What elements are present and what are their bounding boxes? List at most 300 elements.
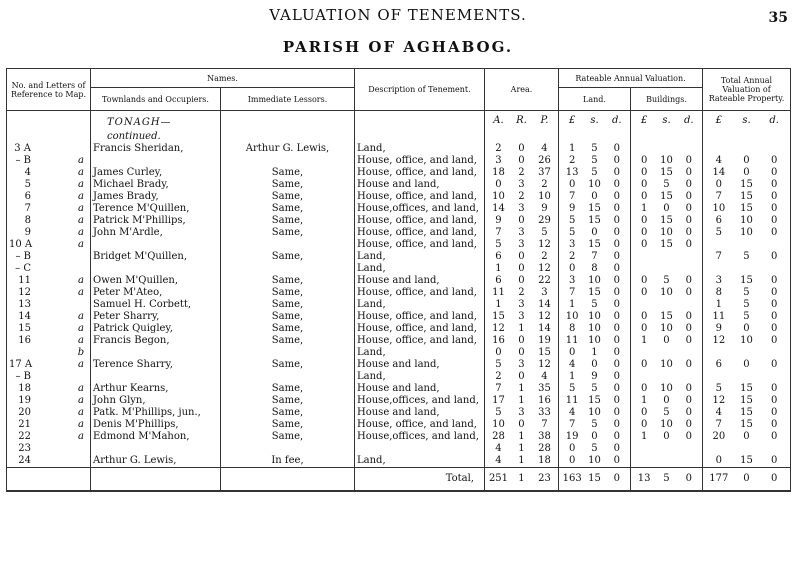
map-ref-letter: a [78, 383, 84, 394]
lessor-name: Same, [221, 167, 355, 179]
map-ref-number: 20 [18, 407, 31, 418]
lessor-name: Same, [221, 335, 355, 347]
area-value: 28 [492, 431, 505, 442]
total-value: 5 [715, 227, 723, 238]
tenement-description: House and land, [355, 179, 485, 191]
map-ref-letter [74, 371, 88, 383]
buildings-value: 15 [660, 311, 673, 322]
total-area-value: 1 [518, 473, 525, 484]
map-ref-letter: a [78, 287, 84, 298]
map-ref-number: 8 [24, 215, 31, 226]
area-value: 35 [538, 383, 551, 394]
buildings-value: 0 [685, 431, 692, 442]
land-value: 10 [588, 323, 601, 334]
buildings-value: 10 [660, 287, 673, 298]
map-ref-letter: a [78, 419, 84, 430]
area-value: 2 [518, 287, 525, 298]
land-value: 0 [613, 431, 620, 442]
map-ref-letter: a [78, 215, 84, 226]
area-value: 7 [495, 383, 502, 394]
area-value: 12 [538, 239, 551, 250]
total-value: 15 [740, 203, 753, 214]
table-row [7, 215, 791, 227]
total-value: 15 [740, 179, 753, 190]
townland-heading [91, 111, 221, 132]
area-value: 9 [541, 203, 548, 214]
land-value: 0 [613, 335, 620, 346]
map-ref-number: 11 [18, 275, 31, 286]
map-ref-letter: a [78, 179, 84, 190]
buildings-value: 1 [640, 335, 648, 346]
buildings-value: 0 [640, 275, 648, 286]
area-value: 2 [495, 371, 502, 382]
lessor-name [221, 239, 355, 251]
table-row [7, 167, 791, 179]
land-value: 0 [613, 371, 620, 382]
area-value: 14 [538, 299, 551, 310]
tenement-description: House,offices, and land, [355, 203, 485, 215]
area-value: 2 [541, 179, 548, 190]
lessor-name: Same, [221, 395, 355, 407]
valuation-table [6, 68, 791, 492]
buildings-value: 1 [640, 203, 648, 214]
area-value: 1 [495, 263, 502, 274]
land-value: 0 [591, 431, 598, 442]
map-ref-letter: a [78, 407, 84, 418]
total-value: 9 [715, 323, 723, 334]
buildings-value: 0 [640, 323, 648, 334]
land-value: 0 [613, 191, 620, 202]
units-row [7, 111, 791, 132]
col-lessors: Immediate Lessors. [221, 88, 355, 111]
land-value: 15 [588, 203, 601, 214]
map-ref-number: 3 A [14, 143, 31, 154]
map-ref-number: – C [15, 263, 31, 274]
area-value: 16 [492, 335, 505, 346]
land-value: 10 [588, 275, 601, 286]
map-ref-number: 18 [18, 383, 31, 394]
buildings-value: 0 [640, 155, 648, 166]
total-value: 0 [770, 287, 778, 298]
unit-label: d. [769, 115, 779, 126]
total-value: 0 [770, 191, 778, 202]
tenement-description: Land, [355, 371, 485, 383]
land-value: 1 [568, 371, 576, 382]
unit-label: P. [540, 115, 549, 126]
tenement-description: Land, [355, 143, 485, 155]
area-value: 1 [518, 383, 525, 394]
map-ref-number [9, 347, 31, 359]
land-value: 5 [568, 227, 576, 238]
land-value: 0 [613, 443, 620, 454]
area-value: 0 [518, 335, 525, 346]
area-value: 0 [518, 347, 525, 358]
area-value: 10 [492, 419, 505, 430]
table-row [7, 287, 791, 299]
total-value: 8 [715, 287, 723, 298]
buildings-value: 10 [660, 155, 673, 166]
buildings-value: 0 [685, 275, 692, 286]
map-ref-letter: a [78, 395, 84, 406]
col-ref: No. and Letters of Reference to Map. [7, 69, 91, 111]
total-value: 0 [715, 455, 723, 466]
lessor-name: Same, [221, 323, 355, 335]
area-value: 10 [492, 191, 505, 202]
buildings-value: 10 [660, 383, 673, 394]
lessor-name: Same, [221, 275, 355, 287]
unit-label: £ [715, 115, 723, 126]
area-value: 17 [492, 395, 505, 406]
buildings-value: 0 [640, 359, 648, 370]
area-value: 3 [495, 155, 502, 166]
area-value: 33 [538, 407, 551, 418]
land-value: 0 [613, 455, 620, 466]
land-value: 0 [613, 251, 620, 262]
land-value: 0 [591, 227, 598, 238]
total-value: 0 [770, 359, 778, 370]
unit-label: £ [640, 115, 648, 126]
buildings-value: 5 [663, 275, 670, 286]
land-value: 7 [568, 287, 576, 298]
area-value: 18 [492, 167, 505, 178]
total-total-value: 177 [709, 473, 729, 484]
townland-name: TONAGH— [107, 117, 172, 128]
buildings-value: 1 [640, 431, 648, 442]
buildings-value: 0 [640, 419, 648, 430]
parish-title: PARISH OF AGHABOG. [282, 38, 514, 56]
total-value: 0 [770, 419, 778, 430]
buildings-value: 0 [685, 311, 692, 322]
area-value: 4 [495, 443, 502, 454]
total-value: 15 [740, 191, 753, 202]
total-value: 5 [743, 287, 750, 298]
land-value: 9 [568, 203, 576, 214]
page-title: VALUATION OF TENEMENTS. [269, 6, 527, 24]
table-row [7, 311, 791, 323]
land-value: 0 [568, 443, 576, 454]
col-area: Area. [485, 69, 559, 111]
occupier-name: Patrick M'Phillips, [91, 215, 221, 227]
land-value: 11 [565, 335, 579, 346]
col-occupiers: Townlands and Occupiers. [91, 88, 221, 111]
land-value: 0 [613, 383, 620, 394]
occupier-name: Francis Begon, [91, 335, 221, 347]
total-area-value: 23 [538, 473, 551, 484]
area-value: 12 [538, 311, 551, 322]
map-ref-number: 12 [18, 287, 31, 298]
buildings-value: 0 [685, 335, 692, 346]
land-value: 3 [568, 239, 576, 250]
land-value: 7 [568, 419, 576, 430]
total-value: 12 [712, 395, 726, 406]
total-value: 0 [770, 167, 778, 178]
total-value: 0 [770, 335, 778, 346]
map-ref-number: 10 A [9, 239, 33, 250]
total-row [7, 468, 791, 492]
land-value: 0 [613, 347, 620, 358]
occupier-name: Bridget M'Quillen, [91, 251, 221, 263]
land-value: 8 [591, 263, 598, 274]
total-area-value: 251 [488, 473, 509, 484]
area-value: 0 [518, 215, 525, 226]
land-value: 13 [565, 167, 579, 178]
total-value: 5 [743, 299, 750, 310]
land-value: 1 [591, 347, 598, 358]
land-value: 15 [588, 287, 601, 298]
map-ref-number: 23 [18, 443, 31, 454]
total-bldg-value: 0 [685, 473, 692, 484]
area-value: 4 [541, 371, 548, 382]
occupier-name: John Glyn, [91, 395, 221, 407]
map-ref-number: 19 [18, 395, 31, 406]
land-value: 0 [613, 179, 620, 190]
total-total-value: 0 [770, 473, 778, 484]
land-value: 5 [568, 383, 576, 394]
buildings-value: 15 [660, 167, 673, 178]
buildings-value: 5 [663, 179, 670, 190]
total-value: 0 [770, 407, 778, 418]
area-value: 11 [492, 287, 505, 298]
unit-label: d. [684, 115, 694, 126]
tenement-description: Land, [355, 251, 485, 263]
area-value: 37 [538, 167, 551, 178]
area-value: 26 [538, 155, 551, 166]
total-value: 0 [770, 431, 778, 442]
area-value: 0 [518, 155, 525, 166]
occupier-name: Arthur Kearns, [91, 383, 221, 395]
buildings-value: 0 [640, 227, 648, 238]
total-value: 6 [715, 215, 723, 226]
land-value: 0 [568, 455, 576, 466]
land-value: 5 [591, 383, 598, 394]
area-value: 15 [492, 311, 505, 322]
total-value: 0 [770, 179, 778, 190]
area-value: 16 [538, 395, 551, 406]
col-names: Names. [91, 69, 355, 88]
area-value: 9 [495, 215, 502, 226]
total-value: 0 [743, 155, 750, 166]
townland-note: continued. [91, 131, 221, 143]
land-value: 3 [568, 275, 576, 286]
buildings-value: 0 [685, 323, 692, 334]
occupier-name: Samuel H. Corbett, [91, 299, 221, 311]
total-value: 10 [712, 203, 726, 214]
total-value: 4 [715, 155, 723, 166]
tenement-description: House, office, and land, [355, 167, 485, 179]
area-value: 7 [495, 227, 502, 238]
tenement-description: House,offices, and land, [355, 431, 485, 443]
area-value: 1 [518, 323, 525, 334]
map-ref-letter: a [78, 359, 84, 370]
tenement-description: House, office, and land, [355, 287, 485, 299]
map-ref-number: 13 [18, 299, 31, 310]
lessor-name: Same, [221, 179, 355, 191]
col-rateable: Rateable Annual Valuation. [559, 69, 703, 88]
map-ref-letter: a [78, 167, 84, 178]
land-value: 0 [613, 215, 620, 226]
area-value: 10 [538, 191, 551, 202]
lessor-name: Same, [221, 311, 355, 323]
map-ref-letter: a [78, 323, 84, 334]
total-value: 0 [770, 383, 778, 394]
lessor-name: Same, [221, 203, 355, 215]
land-value: 7 [568, 191, 576, 202]
buildings-value: 10 [660, 419, 673, 430]
map-ref-letter: a [78, 155, 84, 166]
lessor-name [221, 263, 355, 275]
land-value: 4 [568, 407, 576, 418]
lessor-name: Same, [221, 407, 355, 419]
tenement-description: House, office, and land, [355, 239, 485, 251]
tenement-description: House and land, [355, 407, 485, 419]
map-ref-number: – B [15, 371, 31, 382]
table-row [7, 371, 791, 383]
area-value: 5 [541, 227, 548, 238]
total-value: 7 [715, 251, 723, 262]
table-row [7, 383, 791, 395]
land-value: 5 [591, 143, 598, 154]
buildings-value: 0 [640, 179, 648, 190]
area-value: 3 [518, 203, 525, 214]
area-value: 2 [518, 167, 525, 178]
area-value: 18 [538, 455, 551, 466]
unit-label: R. [516, 115, 527, 126]
area-value: 3 [518, 407, 525, 418]
land-value: 10 [588, 311, 601, 322]
lessor-name: Same, [221, 419, 355, 431]
total-value: 10 [740, 215, 753, 226]
land-value: 0 [568, 263, 576, 274]
map-ref-number: 5 [24, 179, 31, 190]
col-description: Description of Tenement. [355, 69, 485, 111]
land-value: 0 [613, 167, 620, 178]
map-ref-number: 24 [18, 455, 31, 466]
lessor-name: Same, [221, 431, 355, 443]
land-value: 15 [588, 239, 601, 250]
tenement-description: House, office, and land, [355, 155, 485, 167]
total-value: 0 [770, 299, 778, 310]
table-row [7, 275, 791, 287]
unit-label: s. [742, 115, 751, 126]
lessor-name: Same, [221, 383, 355, 395]
total-value: 0 [743, 323, 750, 334]
area-value: 3 [518, 311, 525, 322]
total-value: 11 [712, 311, 726, 322]
occupier-name: Edmond M'Mahon, [91, 431, 221, 443]
total-value: 0 [770, 395, 778, 406]
buildings-value: 0 [663, 203, 670, 214]
lessor-name: In fee, [221, 455, 355, 468]
total-value: 15 [740, 395, 753, 406]
occupier-name: Patk. M'Phillips, jun., [91, 407, 221, 419]
total-value: 15 [740, 383, 753, 394]
map-ref-letter [74, 299, 88, 311]
map-ref-letter: a [78, 275, 84, 286]
map-ref-letter [74, 455, 88, 467]
table-row [7, 335, 791, 347]
land-value: 0 [613, 299, 620, 310]
page-number: 35 [768, 10, 788, 26]
total-value: 15 [740, 407, 753, 418]
buildings-value: 0 [685, 191, 692, 202]
area-value: 15 [538, 347, 551, 358]
occupier-name: James Curley, [91, 167, 221, 179]
table-row [7, 455, 791, 468]
tenement-description: Land, [355, 263, 485, 275]
buildings-value: 0 [640, 191, 648, 202]
land-value: 0 [613, 203, 620, 214]
buildings-value: 1 [640, 395, 648, 406]
area-value: 14 [492, 203, 505, 214]
buildings-value: 0 [685, 395, 692, 406]
land-value: 0 [613, 263, 620, 274]
unit-label: s. [590, 115, 599, 126]
buildings-value: 0 [685, 419, 692, 430]
total-value: 0 [743, 431, 750, 442]
map-ref-number: 16 [18, 335, 31, 346]
map-ref-number: 7 [24, 203, 31, 214]
area-value: 0 [518, 263, 525, 274]
lessor-name: Arthur G. Lewis, [221, 143, 355, 155]
table-row [7, 359, 791, 371]
area-value: 12 [538, 263, 551, 274]
area-value: 4 [495, 455, 502, 466]
land-value: 0 [613, 323, 620, 334]
total-value: 0 [770, 203, 778, 214]
unit-label: s. [662, 115, 671, 126]
total-value: 1 [715, 299, 723, 310]
col-buildings: Buildings. [631, 88, 703, 111]
buildings-value: 0 [685, 155, 692, 166]
total-land-value: 0 [613, 473, 620, 484]
land-value: 0 [568, 179, 576, 190]
map-ref-number: – B [15, 155, 31, 166]
total-label: Total, [355, 468, 485, 492]
occupier-name: John M'Ardle, [91, 227, 221, 239]
map-ref-number: 14 [18, 311, 31, 322]
total-value: 15 [740, 275, 753, 286]
occupier-name: Arthur G. Lewis, [91, 455, 221, 468]
area-value: 1 [495, 299, 502, 310]
area-value: 38 [538, 431, 551, 442]
area-value: 2 [518, 191, 525, 202]
buildings-value: 15 [660, 191, 673, 202]
area-value: 12 [492, 323, 505, 334]
total-value: 14 [712, 167, 726, 178]
map-ref-letter: a [78, 227, 84, 238]
area-value: 2 [541, 251, 548, 262]
land-value: 0 [613, 419, 620, 430]
buildings-value: 0 [640, 407, 648, 418]
land-value: 0 [568, 347, 576, 358]
tenement-description: Land, [355, 347, 485, 359]
land-value: 0 [613, 395, 620, 406]
map-ref-number: 22 [18, 431, 31, 442]
total-value: 0 [770, 215, 778, 226]
total-value: 7 [715, 419, 723, 430]
land-value: 10 [588, 407, 601, 418]
total-value: 0 [770, 155, 778, 166]
buildings-value: 10 [660, 227, 673, 238]
lessor-name: Same, [221, 227, 355, 239]
map-ref-letter: a [78, 311, 84, 322]
unit-label: A. [493, 115, 504, 126]
col-total: Total Annual Valuation of Rateable Property. [703, 69, 791, 111]
occupier-name [91, 263, 221, 275]
buildings-value: 0 [685, 287, 692, 298]
map-ref-letter: a [78, 335, 84, 346]
table-row [7, 203, 791, 215]
